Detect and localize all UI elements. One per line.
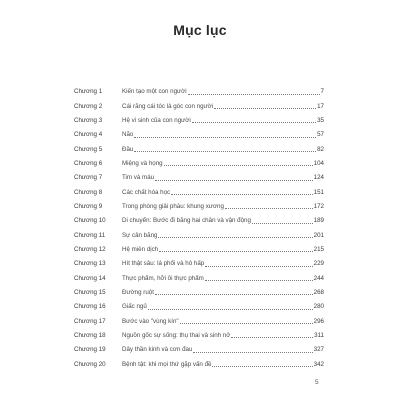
toc-chapter-title: Giấc ngủ — [122, 303, 147, 311]
toc-page-number: 280 — [313, 303, 324, 311]
toc-chapter-title: Hệ miễn dịch — [122, 245, 159, 253]
toc-chapter-label: Chương 15 — [74, 288, 106, 296]
toc-entry — [74, 268, 324, 282]
toc-entry — [74, 340, 324, 354]
toc-entry — [74, 354, 324, 368]
toc-page-number: 311 — [314, 331, 324, 339]
toc-chapter-label: Chương 8 — [74, 188, 103, 196]
toc-dot-leader — [134, 137, 316, 138]
toc-entry — [74, 240, 324, 254]
page-title: Mục lục — [173, 22, 227, 38]
toc-entry — [74, 168, 324, 182]
toc-chapter-label: Chương 4 — [74, 131, 103, 139]
toc-dot-leader — [252, 223, 313, 224]
toc-page-number: 35 — [317, 116, 324, 124]
toc-chapter-label: Chương 16 — [74, 303, 106, 311]
toc-chapter-title: Tim và máu — [122, 174, 155, 182]
toc-page-number: 244 — [313, 274, 324, 282]
toc-chapter-title: Kiến tạo một con người — [122, 88, 187, 96]
toc-chapter-label: Chương 3 — [74, 116, 103, 124]
toc-page-number: 151 — [313, 188, 324, 196]
toc-chapter-title: Não — [122, 131, 134, 139]
toc-chapter-label: Chương 6 — [74, 159, 103, 167]
toc-page-number: 172 — [313, 202, 324, 210]
toc-dot-leader — [159, 251, 313, 252]
toc-dot-leader — [214, 108, 316, 109]
toc-page-number: 229 — [313, 260, 324, 268]
toc-chapter-label: Chương 12 — [74, 245, 106, 253]
toc-entry — [74, 311, 324, 325]
toc-chapter-title: Bước vào "vùng kín" — [122, 317, 179, 325]
toc-dot-leader — [148, 309, 313, 310]
toc-chapter-title: Di chuyển: Bước đi bằng hai chân và vận động — [122, 217, 251, 225]
toc-chapter-title: Sự cân bằng — [122, 231, 158, 239]
toc-dot-leader — [231, 337, 313, 338]
toc-chapter-label: Chương 10 — [74, 217, 106, 225]
toc-chapter-label: Chương 20 — [74, 360, 106, 368]
toc-page-number: 7 — [320, 88, 324, 96]
toc-entry — [74, 96, 324, 110]
page-number: 5 — [315, 379, 319, 386]
toc-chapter-label: Chương 9 — [74, 202, 103, 210]
toc-page-number: 342 — [313, 360, 324, 368]
toc-dot-leader — [205, 266, 312, 267]
toc-entry — [74, 111, 324, 125]
toc-page-number: 201 — [313, 231, 324, 239]
toc-entry — [74, 254, 324, 268]
toc-chapter-label: Chương 17 — [74, 317, 106, 325]
toc-entry — [74, 297, 324, 311]
toc-entry — [74, 154, 324, 168]
toc-entry — [74, 211, 324, 225]
toc-page-number: 268 — [313, 288, 324, 296]
toc-chapter-title: Đầu — [122, 145, 134, 153]
toc-chapter-label: Chương 18 — [74, 331, 106, 339]
toc-dot-leader — [192, 122, 316, 123]
toc-entry — [74, 225, 324, 239]
toc-dot-leader — [134, 151, 316, 152]
toc-dot-leader — [188, 94, 320, 95]
toc-dot-leader — [171, 194, 313, 195]
toc-dot-leader — [193, 352, 312, 353]
toc-chapter-label: Chương 11 — [74, 231, 106, 239]
toc-page-number: 296 — [313, 317, 324, 325]
toc-chapter-label: Chương 2 — [74, 102, 103, 110]
toc-chapter-title: Bệnh tật: khi mọi thứ gặp vấn đề — [122, 360, 212, 368]
toc-dot-leader — [180, 323, 313, 324]
toc-chapter-title: Thực phẩm, hỡi ôi thực phẩm — [122, 274, 204, 282]
toc-page-number: 215 — [313, 245, 324, 253]
toc-page-number: 327 — [313, 346, 324, 354]
toc-page-number: 17 — [317, 102, 324, 110]
toc-dot-leader — [212, 366, 312, 367]
toc-entry — [74, 326, 324, 340]
toc-chapter-label: Chương 14 — [74, 274, 106, 282]
toc-dot-leader — [205, 280, 313, 281]
toc-dot-leader — [155, 180, 313, 181]
toc-entry — [74, 283, 324, 297]
toc-entry — [74, 82, 324, 96]
toc-chapter-title: Trong phòng giải phẫu: khung xương — [122, 202, 224, 210]
toc-entry — [74, 139, 324, 153]
toc-page-number: 189 — [313, 217, 324, 225]
toc-entry — [74, 125, 324, 139]
toc-page-number: 124 — [313, 174, 324, 182]
toc-dot-leader — [158, 237, 312, 238]
toc-chapter-label: Chương 13 — [74, 260, 106, 268]
toc-chapter-label: Chương 7 — [74, 174, 103, 182]
toc-chapter-title: Miệng và họng — [122, 159, 163, 167]
toc-entry — [74, 197, 324, 211]
toc-chapter-title: Đường ruột — [122, 288, 154, 296]
toc-entry — [74, 182, 324, 196]
toc-dot-leader — [155, 294, 313, 295]
toc-chapter-title: Hệ vi sinh của con người — [122, 116, 191, 124]
toc-dot-leader — [164, 165, 313, 166]
toc-chapter-label: Chương 1 — [74, 88, 103, 96]
toc-dot-leader — [225, 208, 313, 209]
toc-chapter-title: Các chất hóa học — [122, 188, 171, 196]
toc-page-number: 57 — [317, 131, 324, 139]
toc-chapter-title: Dây thần kinh và cơn đau — [122, 346, 193, 354]
toc-chapter-title: Nguồn gốc sự sống: thụ thai và sinh nở — [122, 331, 231, 339]
toc-chapter-label: Chương 5 — [74, 145, 103, 153]
toc-chapter-label: Chương 19 — [74, 346, 106, 354]
toc-chapter-title: Hít thật sâu: lá phổi và hô hấp — [122, 260, 205, 268]
toc-page-number: 104 — [313, 159, 324, 167]
table-of-contents — [74, 82, 324, 369]
toc-chapter-title: Cái răng cái tóc là góc con người — [122, 102, 214, 110]
toc-page-number: 82 — [317, 145, 324, 153]
